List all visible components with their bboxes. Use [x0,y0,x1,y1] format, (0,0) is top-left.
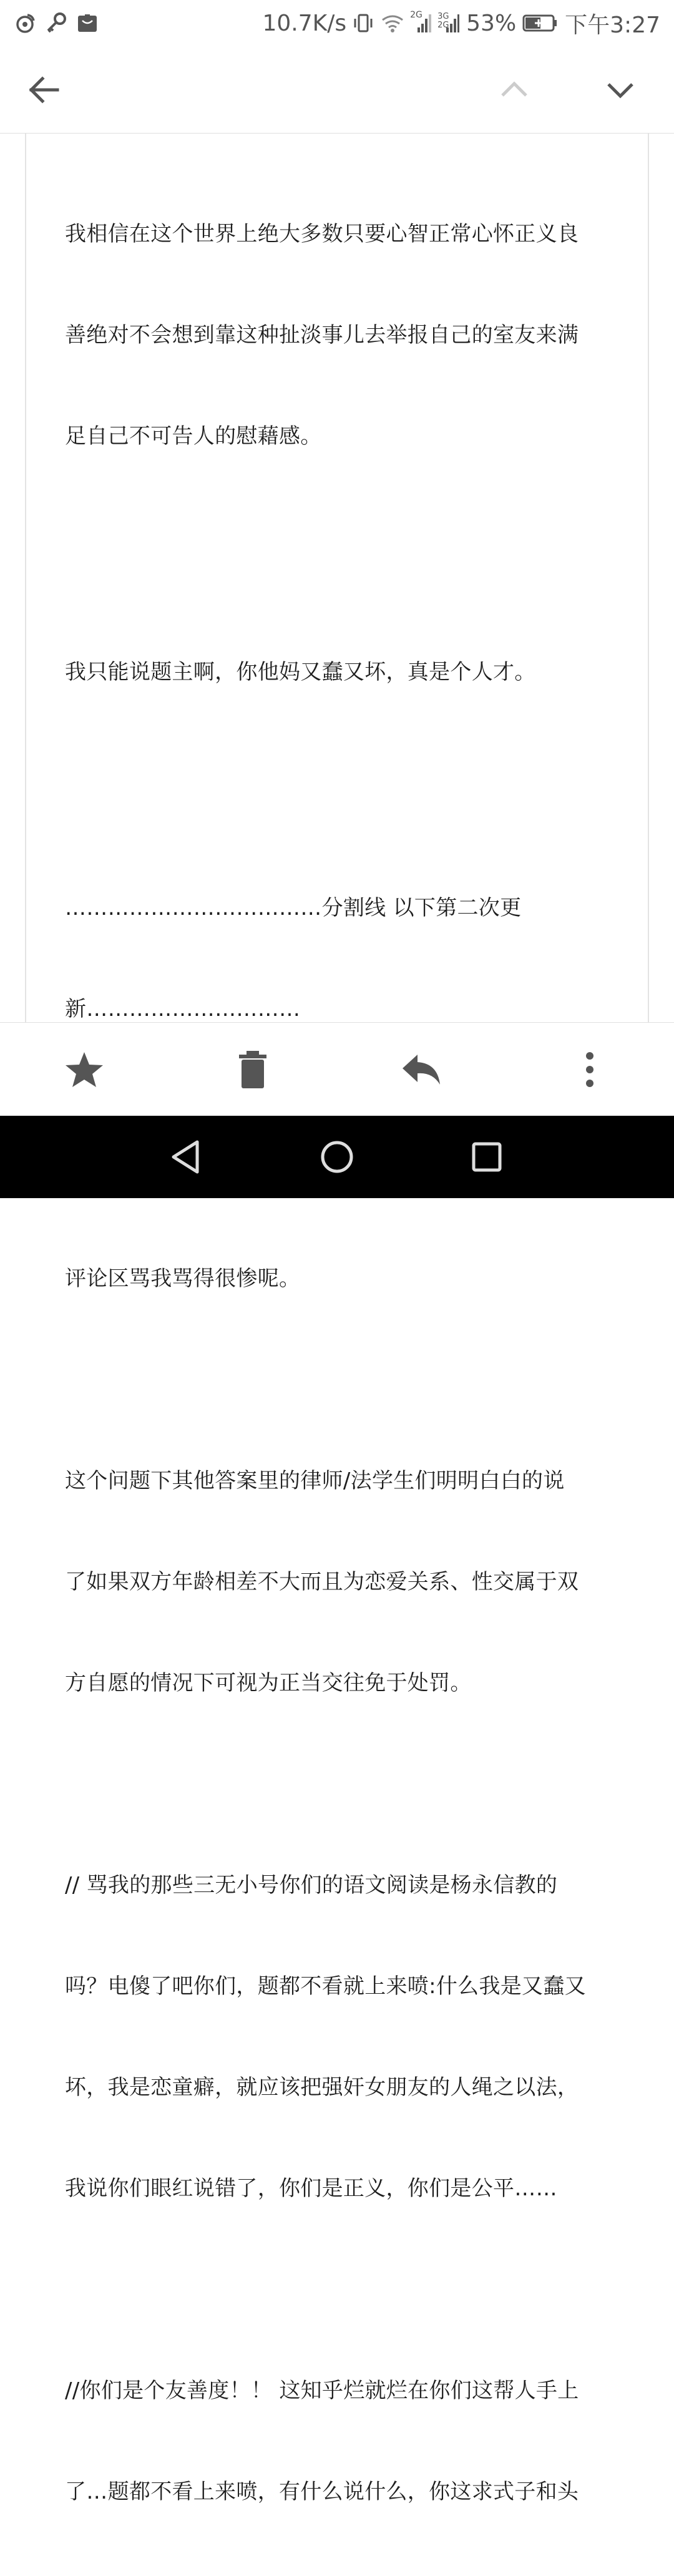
arrow-back-icon [26,72,61,107]
paragraph-5 [65,1397,639,1767]
paragraph-6 [65,1801,639,2273]
nav-back-icon [167,1138,205,1176]
trash-icon [235,1050,270,1090]
text-line: 评论区骂我骂得很惨呢。 [65,1266,301,1291]
paragraph-7 [65,2306,639,2576]
system-navigation-bar [0,1116,674,1198]
text-line: 新………………………… [65,997,301,1022]
star-button[interactable] [59,1045,109,1095]
next-message-button[interactable] [595,65,645,115]
signal2-label-top: 3G [437,12,449,21]
status-right-info [262,7,660,39]
battery-icon [522,12,559,34]
battery-percent: 53% [466,10,517,36]
back-button[interactable] [19,65,69,115]
nav-recents-icon [468,1138,506,1176]
signal2-labels [437,12,449,30]
signal-icon-2 [439,12,460,34]
vibrate-icon [353,12,374,34]
message-body [65,150,639,2576]
paragraph-1 [65,150,639,520]
more-vert-icon [582,1050,597,1090]
message-body-frame[interactable] [25,134,649,2504]
reply-button[interactable] [396,1045,446,1095]
more-options-button[interactable] [565,1045,615,1095]
app-bar [0,46,674,134]
signal1-label: 2G [410,10,422,20]
reply-icon [400,1052,442,1087]
text-line: 足自己不可告人的慰藉感。 [65,424,322,449]
text-line: 我只能说题主啊，你他妈又蠢又坏，真是个人才。 [65,660,536,685]
key-icon [45,12,67,34]
signal2-label-bottom: 2G [437,21,449,30]
clock: 下午3:27 [565,12,660,38]
nav-home-icon [318,1138,356,1176]
text-line: 这个问题下其他答案里的律师/法学生们明明白白的说 [65,1468,565,1493]
nav-recents-button[interactable] [462,1132,512,1182]
star-icon [64,1050,104,1090]
nav-home-button[interactable] [312,1132,362,1182]
net-speed: 10.7K/s [262,10,347,36]
paragraph-4 [65,1194,639,1363]
text-line: 坏，我是恋童癖，就应该把强奸女朋友的人绳之以法， [65,2075,579,2100]
chevron-up-icon [499,74,530,105]
delete-button[interactable] [228,1045,278,1095]
previous-message-button[interactable] [489,65,539,115]
huawei-icon [76,12,99,34]
text-line: ………………………………分割线 以下第二次更 [65,895,522,920]
text-line: 善绝对不会想到靠这种扯淡事儿去举报自己的室友来满 [65,323,579,348]
signal-icon-1 [411,12,432,34]
text-line: 了…题都不看上来喷，有什么说什么，你这求式子和头 [65,2479,579,2504]
text-line: 了如果双方年龄相差不大而且为恋爱关系、性交属于双 [65,1569,579,1594]
text-line: 我说你们眼红说错了，你们是正义，你们是公平…… [65,2176,557,2201]
text-line: 吗？电傻了吧你们，题都不看就上来喷:什么我是又蠢又 [65,1974,586,1999]
weibo-icon [14,12,36,34]
text-line: 方自愿的情况下可视为正当交往免于处罚。 [65,1671,472,1695]
text-line: //你们是个友善度！！ 这知乎烂就烂在你们这帮人手上 [65,2378,579,2403]
text-line: 我相信在这个世界上绝大多数只要心智正常心怀正义良 [65,222,579,246]
message-action-bar [0,1022,674,1116]
text-line: // 骂我的那些三无小号你们的语文阅读是杨永信教的 [65,1873,558,1898]
status-left-icons [14,12,99,34]
wifi-icon [380,12,405,34]
chevron-down-icon [605,74,636,105]
paragraph-2 [65,588,639,756]
status-bar [0,0,674,46]
nav-back-button[interactable] [161,1132,211,1182]
